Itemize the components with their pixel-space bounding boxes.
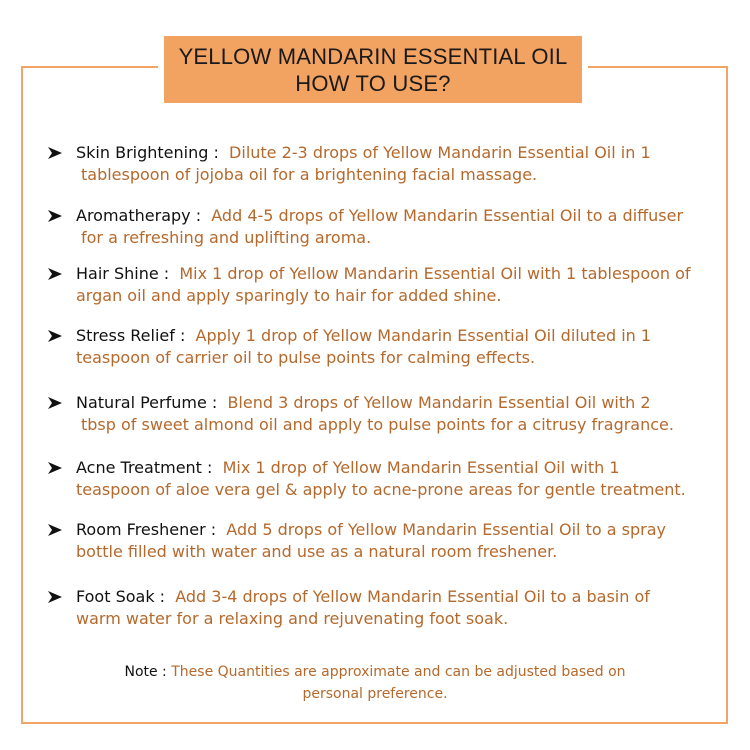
note-text: [60, 661, 690, 705]
usage-desc-line1: Add 5 drops of Yellow Mandarin Essential Oil to a spray: [226, 520, 666, 539]
usage-label: Natural Perfume :: [76, 393, 218, 412]
arrowhead-right-icon: [48, 590, 62, 604]
page-subtitle: HOW TO USE?: [295, 70, 451, 96]
usage-label: Acne Treatment :: [76, 458, 213, 477]
usage-desc-line1: Add 3-4 drops of Yellow Mandarin Essential Oil to a basin of: [175, 587, 650, 606]
usage-text: [76, 325, 726, 369]
usage-desc-line2: tablespoon of jojoba oil for a brightening facial massage.: [81, 165, 538, 184]
usage-desc-line1: Apply 1 drop of Yellow Mandarin Essential Oil diluted in 1: [195, 326, 652, 345]
usage-label: Foot Soak :: [76, 587, 166, 606]
usage-text: [76, 263, 726, 307]
usage-label: Room Freshener :: [76, 520, 217, 539]
usage-desc-line1: Add 4-5 drops of Yellow Mandarin Essential Oil to a diffuser: [211, 206, 684, 225]
title-banner: [158, 30, 588, 109]
arrowhead-right-icon: [48, 209, 62, 223]
usage-label: Stress Relief :: [76, 326, 186, 345]
arrowhead-right-icon: [48, 329, 62, 343]
usage-desc-line1: Blend 3 drops of Yellow Mandarin Essential Oil with 2: [227, 393, 651, 412]
arrowhead-right-icon: [48, 267, 62, 281]
usage-desc-line2: bottle filled with water and use as a natural room freshener.: [76, 542, 558, 561]
usage-text: [76, 142, 726, 186]
usage-desc-line2: teaspoon of carrier oil to pulse points for calming effects.: [76, 348, 536, 367]
usage-desc-line2: for a refreshing and uplifting aroma.: [81, 228, 372, 247]
note-label: Note :: [124, 664, 167, 680]
arrowhead-right-icon: [48, 461, 62, 475]
usage-desc-line1: Mix 1 drop of Yellow Mandarin Essential Oil with 1: [222, 458, 620, 477]
usage-desc-line2: teaspoon of aloe vera gel & apply to acne-prone areas for gentle treatment.: [76, 480, 686, 499]
usage-label: Aromatherapy :: [76, 206, 202, 225]
usage-text: [76, 519, 726, 563]
usage-text: [76, 205, 726, 249]
usage-text: [76, 586, 726, 630]
arrowhead-right-icon: [48, 396, 62, 410]
usage-desc-line2: argan oil and apply sparingly to hair for added shine.: [76, 286, 502, 305]
usage-label: Skin Brightening :: [76, 143, 219, 162]
usage-text: [76, 392, 726, 436]
page-title: YELLOW MANDARIN ESSENTIAL OIL: [178, 43, 568, 69]
usage-desc-line2: tbsp of sweet almond oil and apply to pulse points for a citrusy fragrance.: [81, 415, 674, 434]
note-line2: personal preference.: [302, 686, 448, 702]
usage-desc-line1: Mix 1 drop of Yellow Mandarin Essential Oil with 1 tablespoon of: [179, 264, 691, 283]
usage-desc-line1: Dilute 2-3 drops of Yellow Mandarin Essential Oil in 1: [229, 143, 651, 162]
arrowhead-right-icon: [48, 523, 62, 537]
usage-desc-line2: warm water for a relaxing and rejuvenating foot soak.: [76, 609, 509, 628]
usage-label: Hair Shine :: [76, 264, 170, 283]
note-line1: These Quantities are approximate and can be adjusted based on: [171, 664, 626, 680]
arrowhead-right-icon: [48, 146, 62, 160]
usage-text: [76, 457, 726, 501]
